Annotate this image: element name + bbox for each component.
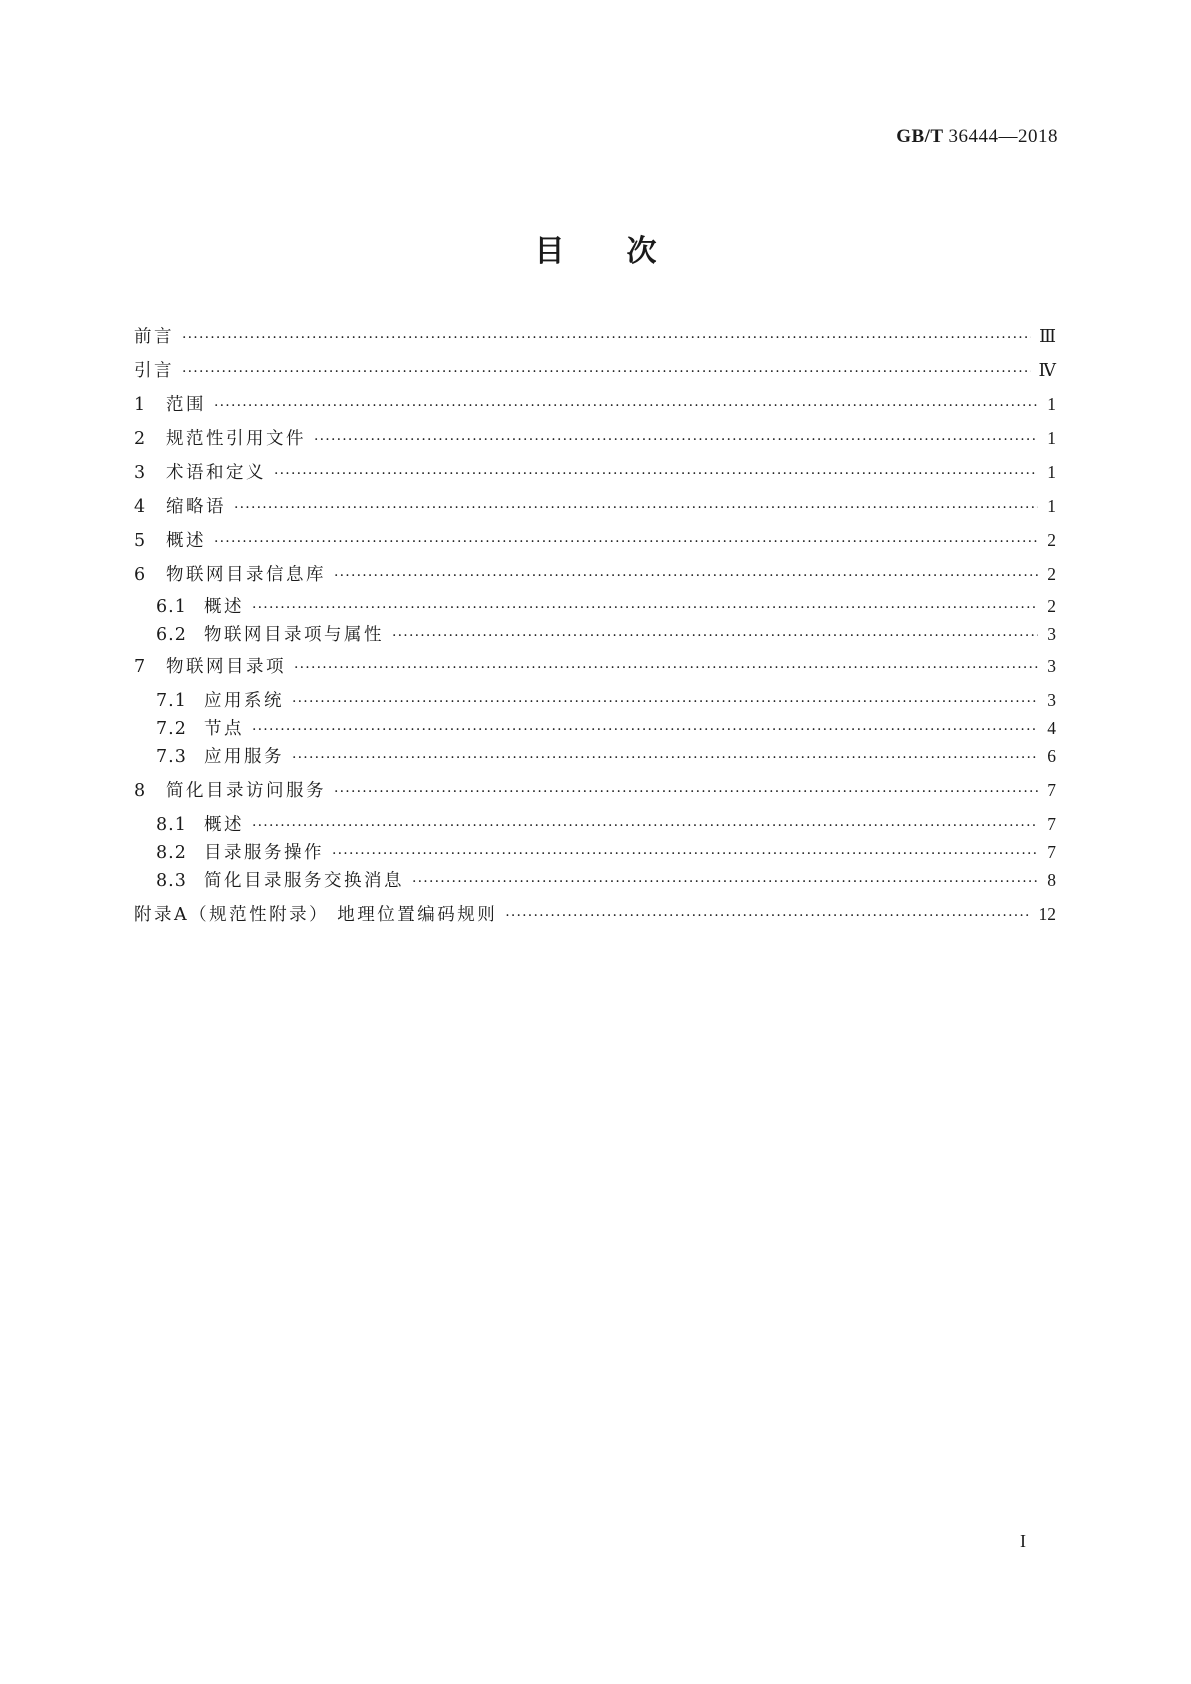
toc-entry-7-1[interactable]: [156, 687, 1056, 713]
toc-entry-page: 2: [1047, 596, 1056, 616]
toc-entry-1[interactable]: [134, 391, 1056, 417]
toc-leader-dots: [334, 563, 1038, 589]
toc-entry-number: 7.1: [156, 691, 187, 711]
toc-entry-8-3[interactable]: [156, 867, 1056, 893]
toc-leader-dots: [182, 325, 1031, 351]
toc-entry-2[interactable]: [134, 425, 1056, 451]
toc-entry-page: 3: [1047, 624, 1056, 644]
toc-leader-dots: [292, 689, 1038, 715]
toc-entry-page: 3: [1047, 690, 1056, 710]
toc-entry-label: 物联网目录信息库: [166, 565, 326, 585]
toc-entry-page: 7: [1047, 814, 1056, 834]
toc-entry-8-1[interactable]: [156, 811, 1056, 837]
toc-entry-label: 目录服务操作: [204, 843, 324, 863]
toc-entry-page: 1: [1047, 462, 1056, 482]
toc-leader-dots: [412, 869, 1038, 895]
toc-entry-label: 范围: [166, 395, 206, 415]
toc-entry-page: 2: [1047, 530, 1056, 550]
toc-entry-page: 1: [1047, 428, 1056, 448]
toc-entry-number: 5: [134, 531, 147, 551]
toc-entry-6[interactable]: [134, 561, 1056, 587]
toc-leader-dots: [182, 359, 1031, 385]
toc-entry-number: 1: [134, 395, 147, 415]
toc-entry-number: 3: [134, 463, 147, 483]
toc-entry-label: 应用服务: [204, 747, 284, 767]
toc-entry-label: 应用系统: [204, 691, 284, 711]
toc-entry-label: 物联网目录项: [166, 657, 286, 677]
toc-entry-page: 1: [1047, 496, 1056, 516]
toc-entry-8-2[interactable]: [156, 839, 1056, 865]
toc-entry-page: Ⅳ: [1038, 360, 1056, 380]
toc-entry-number: 8: [134, 781, 147, 801]
toc-leader-dots: [334, 779, 1038, 805]
toc-entry-page: 2: [1047, 564, 1056, 584]
toc-entry-page: 6: [1047, 746, 1056, 766]
toc-entry-label: 规范性引用文件: [166, 429, 306, 449]
toc-entry-number: 8.1: [156, 815, 187, 835]
toc-entry-5[interactable]: [134, 527, 1056, 553]
toc-entry-label: 术语和定义: [166, 463, 266, 483]
toc-entry-page: Ⅲ: [1039, 326, 1056, 346]
toc-entry-6-1[interactable]: [156, 593, 1056, 619]
toc-entry-number: 8.3: [156, 871, 187, 891]
toc-entry-foreword[interactable]: [134, 323, 1056, 349]
page-number: I: [1020, 1531, 1026, 1551]
toc-entry-number: 6.1: [156, 597, 187, 617]
toc-leader-dots: [332, 841, 1038, 867]
toc-entry-label: 概述: [204, 597, 244, 617]
standard-code: 36444—2018: [948, 126, 1058, 147]
toc-leader-dots: [252, 813, 1038, 839]
toc-entry-number: 4: [134, 497, 147, 517]
toc-leader-dots: [505, 903, 1030, 929]
toc-entry-6-2[interactable]: [156, 621, 1056, 647]
toc-entry-page: 8: [1047, 870, 1056, 890]
toc-entry-7-2[interactable]: [156, 715, 1056, 741]
toc-entry-label: 缩略语: [166, 497, 226, 517]
toc-entry-page: 3: [1047, 656, 1056, 676]
toc-entry-label: 概述: [166, 531, 206, 551]
toc-entry-number: 6: [134, 565, 147, 585]
toc-entry-label: 概述: [204, 815, 244, 835]
toc-leader-dots: [392, 623, 1038, 649]
toc-entry-number: 2: [134, 429, 147, 449]
toc-entry-7[interactable]: [134, 653, 1056, 679]
toc-leader-dots: [252, 595, 1038, 621]
toc-entry-8[interactable]: [134, 777, 1056, 803]
toc-leader-dots: [292, 745, 1038, 771]
toc-entry-number: 7.2: [156, 719, 187, 739]
toc-entry-page: 1: [1047, 394, 1056, 414]
toc-entry-label: 物联网目录项与属性: [204, 625, 384, 645]
toc-entry-page: 7: [1047, 780, 1056, 800]
toc-entry-label: 简化目录访问服务: [166, 781, 326, 801]
toc-entry-label: 节点: [204, 719, 244, 739]
toc-entry-label: 前言: [134, 327, 174, 347]
toc-entry-annex-a[interactable]: [134, 901, 1056, 927]
toc-entry-label: 简化目录服务交换消息: [204, 871, 404, 891]
toc-entry-4[interactable]: [134, 493, 1056, 519]
toc-entry-label: 引言: [134, 361, 174, 381]
toc-entry-number: 6.2: [156, 625, 187, 645]
toc-leader-dots: [214, 529, 1038, 555]
page-title: 目次: [534, 234, 719, 269]
toc-entry-number: 8.2: [156, 843, 187, 863]
toc-entry-3[interactable]: [134, 459, 1056, 485]
toc-leader-dots: [274, 461, 1038, 487]
toc-entry-page: 12: [1038, 904, 1056, 924]
toc-entry-7-3[interactable]: [156, 743, 1056, 769]
toc-entry-introduction[interactable]: [134, 357, 1056, 383]
toc-leader-dots: [234, 495, 1038, 521]
toc-entry-page: 4: [1047, 718, 1056, 738]
toc-entry-number: 7: [134, 657, 147, 677]
toc-leader-dots: [214, 393, 1038, 419]
toc-entry-number: 7.3: [156, 747, 187, 767]
toc-entry-page: 7: [1047, 842, 1056, 862]
standard-number: [896, 126, 1058, 148]
standard-prefix: GB/T: [896, 126, 944, 147]
toc-entry-label: 附录A（规范性附录） 地理位置编码规则: [134, 905, 498, 925]
toc-leader-dots: [314, 427, 1038, 453]
toc-leader-dots: [252, 717, 1038, 743]
toc-leader-dots: [294, 655, 1038, 681]
